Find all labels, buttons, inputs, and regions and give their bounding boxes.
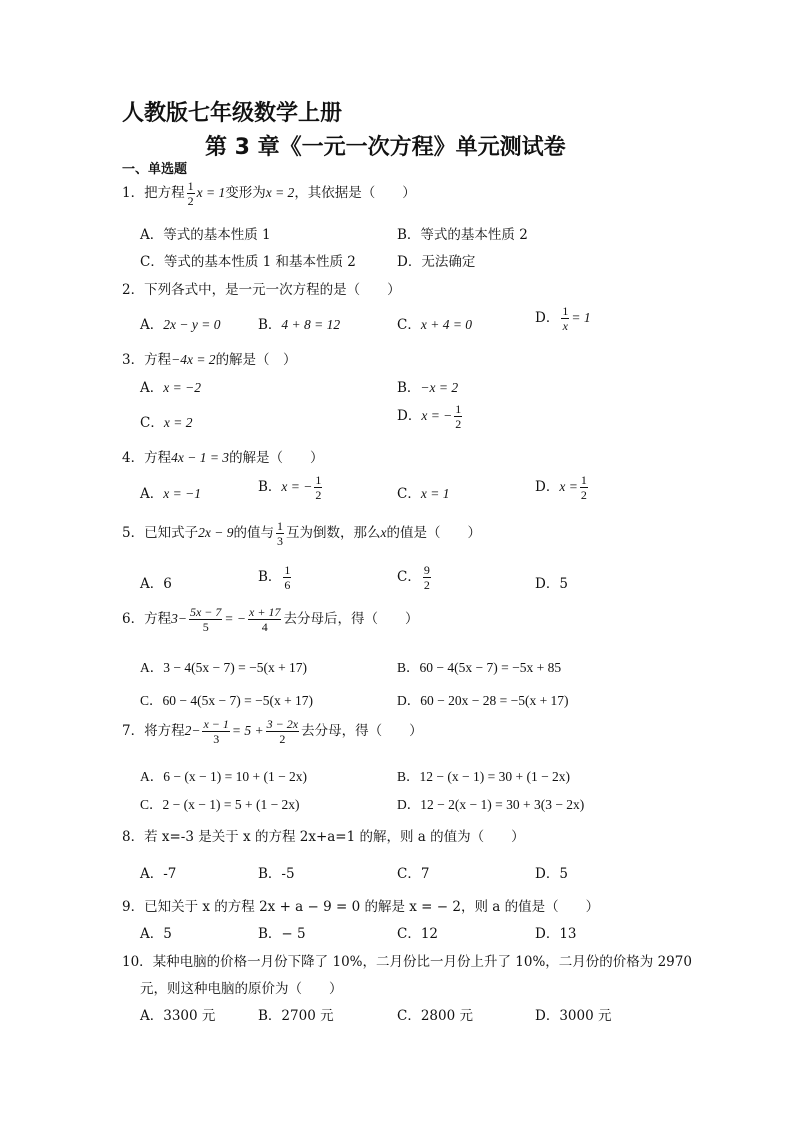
option-a: A．6 [140,576,172,592]
question-text: 方程 [144,450,172,466]
fraction: $\frac{1}{3}$ [276,519,283,548]
option-a: A．2x − y = 0 [140,317,221,333]
question-text: 把方程 [144,185,185,201]
option-d: D．x = − $\frac{1}{2}$ [397,402,462,431]
option-c: C．2 − (x − 1) = 5 + (1 − 2x) [140,797,300,812]
question-text: 的值与 [233,525,274,541]
option-d: D．60 − 20x − 28 = −5(x + 17) [397,693,569,708]
question-text: 互为倒数，那么 [285,525,381,541]
question-text: 的值是（ ） [386,525,481,541]
math-expression: 2x − 9 [198,525,234,540]
option-d: D．无法确定 [397,254,476,270]
option-b: B．2700 元 [258,1008,334,1024]
math-expression: 4x − 1 = 3 [171,450,230,465]
fraction: $\frac{1}{2}$ [187,179,194,208]
math-expression: = − [224,611,247,626]
question-text: 将方程 [144,723,185,739]
question-text: 去分母，得（ ） [301,723,423,739]
option-d: D．x = $\frac{1}{2}$ [535,473,587,502]
question-number: 10． [122,954,153,970]
option-b: B．12 − (x − 1) = 30 + (1 − 2x) [397,769,571,784]
question-text: 方程 [144,352,172,368]
math-expression: 3− [171,611,187,626]
option-c: C．2800 元 [397,1008,473,1024]
question-number: 4． [122,450,145,466]
option-c: C．x = 2 [140,415,193,431]
question-6 [122,606,418,633]
fraction: $\frac{x - 1}{3}$ [203,717,229,746]
option-c: C．7 [397,866,430,882]
option-b: B．x = − $\frac{1}{2}$ [258,473,322,502]
option-c: C．12 [397,926,439,942]
question-text: 去分母后，得（ ） [283,611,419,627]
math-expression: 2− [184,723,201,738]
math-expression: x = 2 [265,185,295,200]
fraction: $\frac{x + 17}{4}$ [249,605,281,634]
option-d: D．3000 元 [535,1008,612,1024]
math-expression: x = 1 [196,185,226,200]
option-b: B．60 − 4(5x − 7) = −5x + 85 [397,660,562,675]
question-5 [122,520,481,547]
question-text: 已知式子 [144,525,199,541]
option-a: A．5 [140,926,172,942]
option-c: C．等式的基本性质 1 和基本性质 2 [140,254,356,270]
math-expression: = 5 + [231,723,264,738]
question-number: 8． [122,829,145,845]
option-b: B．− 5 [258,926,306,942]
option-a: A．x = −2 [140,380,201,396]
fraction: $\frac{3 - 2x}{2}$ [266,717,299,746]
option-a: A．-7 [140,866,177,882]
math-variable: x [380,525,387,540]
question-number: 5． [122,525,145,541]
option-c: C．x = 1 [397,486,450,502]
document-title-line1: 人教版七年级数学上册 [122,101,343,126]
question-number: 9． [122,899,145,915]
option-a: A．3300 元 [140,1008,216,1024]
question-8 [122,825,525,845]
question-text: 已知关于 x 的方程 2x + a − 9 = 0 的解是 x = − 2，则 a 的值是（ ） [144,899,600,915]
option-d: D． $\frac{1}{x}$ = 1 [535,304,591,333]
question-text: 方程 [144,611,172,627]
question-text: 下列各式中，是一元一次方程的是（ ） [144,282,401,298]
question-1 [122,180,416,207]
question-4 [122,446,324,466]
question-2 [122,278,401,298]
option-d: D．5 [535,576,568,592]
question-number: 6． [122,611,145,627]
question-text: 变形为 [225,185,266,201]
fraction: $\frac{5x - 7}{5}$ [189,605,222,634]
option-b: B．4 + 8 = 12 [258,317,341,333]
option-b: B．−x = 2 [397,380,459,396]
option-a: A．6 − (x − 1) = 10 + (1 − 2x) [140,769,308,784]
question-number: 1． [122,185,145,201]
question-7 [122,718,423,745]
question-number: 2． [122,282,145,298]
question-10-continuation: 元，则这种电脑的原价为（ ） [140,981,343,997]
option-d: D．5 [535,866,568,882]
question-9 [122,895,599,915]
section-heading: 一、单选题 [122,162,188,177]
option-d: D．12 − 2(x − 1) = 30 + 3(3 − 2x) [397,797,585,812]
option-d: D．13 [535,926,577,942]
option-b: B． $\frac{1}{6}$ [258,563,291,592]
question-text: 若 x=-3 是关于 x 的方程 2x+a=1 的解，则 a 的值为（ ） [144,829,525,845]
option-b: B．等式的基本性质 2 [397,227,528,243]
option-a: A．等式的基本性质 1 [140,227,271,243]
question-text: 的解是（ ） [215,352,297,368]
option-c: C．60 − 4(5x − 7) = −5(x + 17) [140,693,314,708]
question-number: 3． [122,352,145,368]
option-b: B．-5 [258,866,295,882]
question-text: 的解是（ ） [229,450,324,466]
option-c: C． $\frac{9}{2}$ [397,563,430,592]
question-text: 某种电脑的价格一月份下降了 10%，二月份比一月份上升了 10%，二月份的价格为 2970 [152,954,692,970]
math-expression: −4x = 2 [171,352,216,367]
question-number: 7． [122,723,145,739]
option-a: A．3 − 4(5x − 7) = −5(x + 17) [140,660,308,675]
question-text: ，其依据是（ ） [294,185,416,201]
option-c: C．x + 4 = 0 [397,317,473,333]
question-10 [122,950,692,970]
question-3 [122,348,297,368]
option-a: A．x = −1 [140,486,201,502]
document-title-line2: 第 3 章《一元一次方程》单元测试卷 [205,135,566,160]
